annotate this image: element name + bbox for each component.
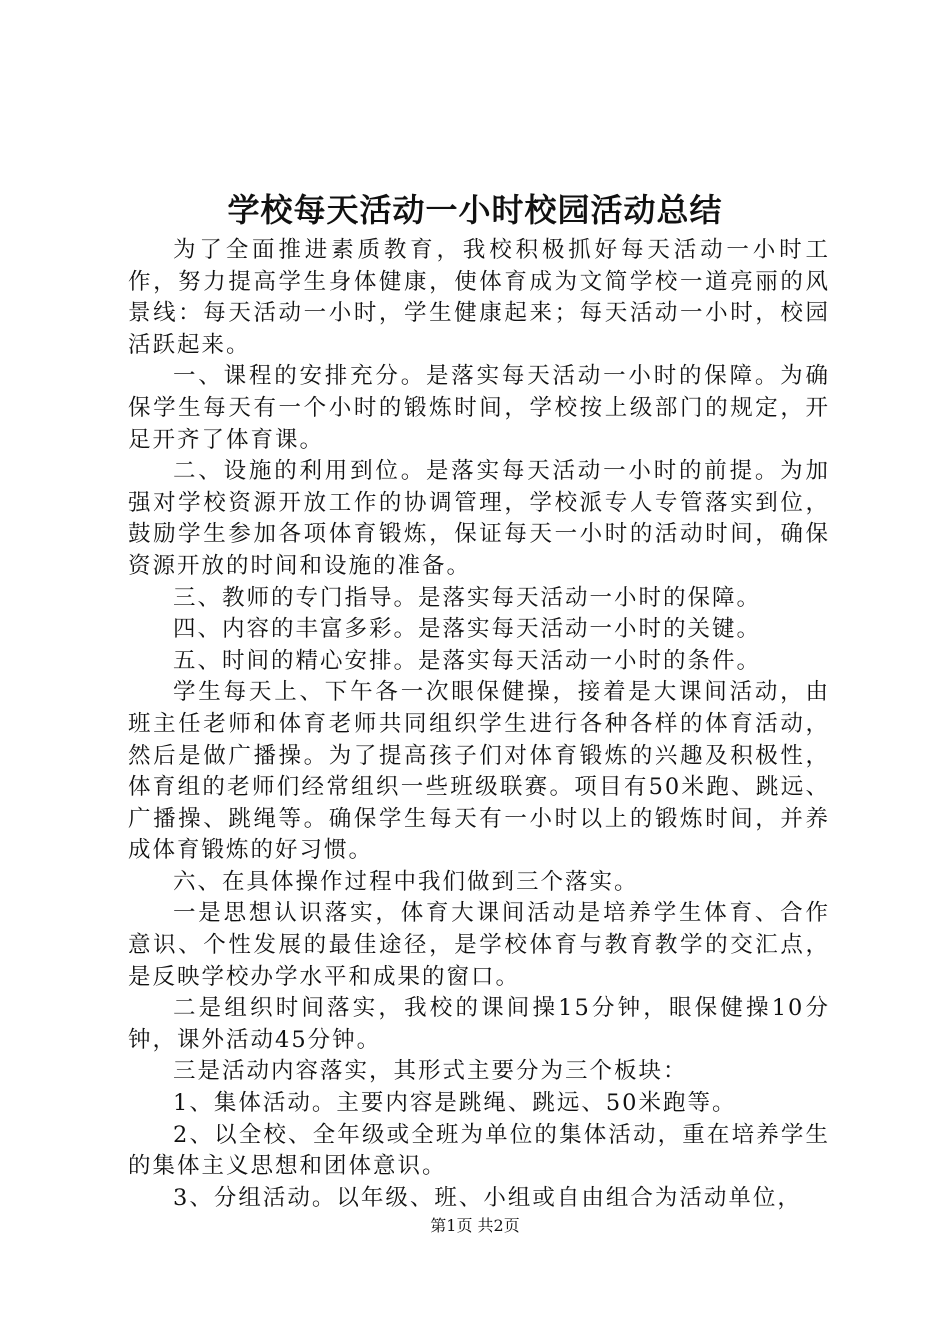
paragraph: 一是思想认识落实，体育大课间活动是培养学生体育、合作意识、个性发展的最佳途径，是学校体育与教育教学的交汇点，是反映学校办学水平和成果的窗口。 [128, 900, 830, 990]
paragraph: 四、内容的丰富多彩。是落实每天活动一小时的关键。 [173, 616, 762, 643]
paragraph: 五、时间的精心安排。是落实每天活动一小时的条件。 [173, 647, 762, 674]
paragraph: 二、设施的利用到位。是落实每天活动一小时的前提。为加强对学校资源开放工作的协调管理，学校派专人专管落实到位，鼓励学生参加各项体育锻炼，保证每天一小时的活动时间，确保资源开放的时间和设施的准备。 [128, 458, 830, 579]
paragraph: 六、在具体操作过程中我们做到三个落实。 [173, 868, 639, 895]
paragraph: 1、集体活动。主要内容是跳绳、跳远、50米跑等。 [173, 1090, 737, 1117]
paragraph: 3、分组活动。以年级、班、小组或自由组合为活动单位， [173, 1184, 802, 1211]
paragraph: 二是组织时间落实，我校的课间操15分钟，眼保健操10分钟，课外活动45分钟。 [128, 995, 830, 1053]
paragraph: 为了全面推进素质教育，我校积极抓好每天活动一小时工作，努力提高学生身体健康，使体育成为文简学校一道亮丽的风景线：每天活动一小时，学生健康起来；每天活动一小时，校园活跃起来。 [128, 237, 830, 358]
paragraph: 2、以全校、全年级或全班为单位的集体活动，重在培养学生的集体主义思想和团体意识。 [128, 1121, 830, 1180]
page-number-footer: 第1页 共2页 [430, 1216, 520, 1235]
document-title: 学校每天活动一小时校园活动总结 [227, 191, 723, 229]
paragraph: 学生每天上、下午各一次眼保健操，接着是大课间活动，由班主任老师和体育老师共同组织学生进行各种各样的体育活动，然后是做广播操。为了提高孩子们对体育锻炼的兴趣及积极性，体育组的老师们经常组织一些班级联赛。项目有50米跑、跳远、广播操、跳绳等。确保学生每天有一小时以上的锻炼时间，并养成体育锻炼的好习惯。 [128, 679, 830, 864]
paragraph: 三是活动内容落实，其形式主要分为三个板块： [173, 1058, 688, 1085]
document-body [128, 235, 830, 1214]
paragraph: 三、教师的专门指导。是落实每天活动一小时的保障。 [173, 584, 762, 611]
paragraph: 一、课程的安排充分。是落实每天活动一小时的保障。为确保学生每天有一个小时的锻炼时间，学校按上级部门的规定，开足开齐了体育课。 [128, 363, 830, 453]
